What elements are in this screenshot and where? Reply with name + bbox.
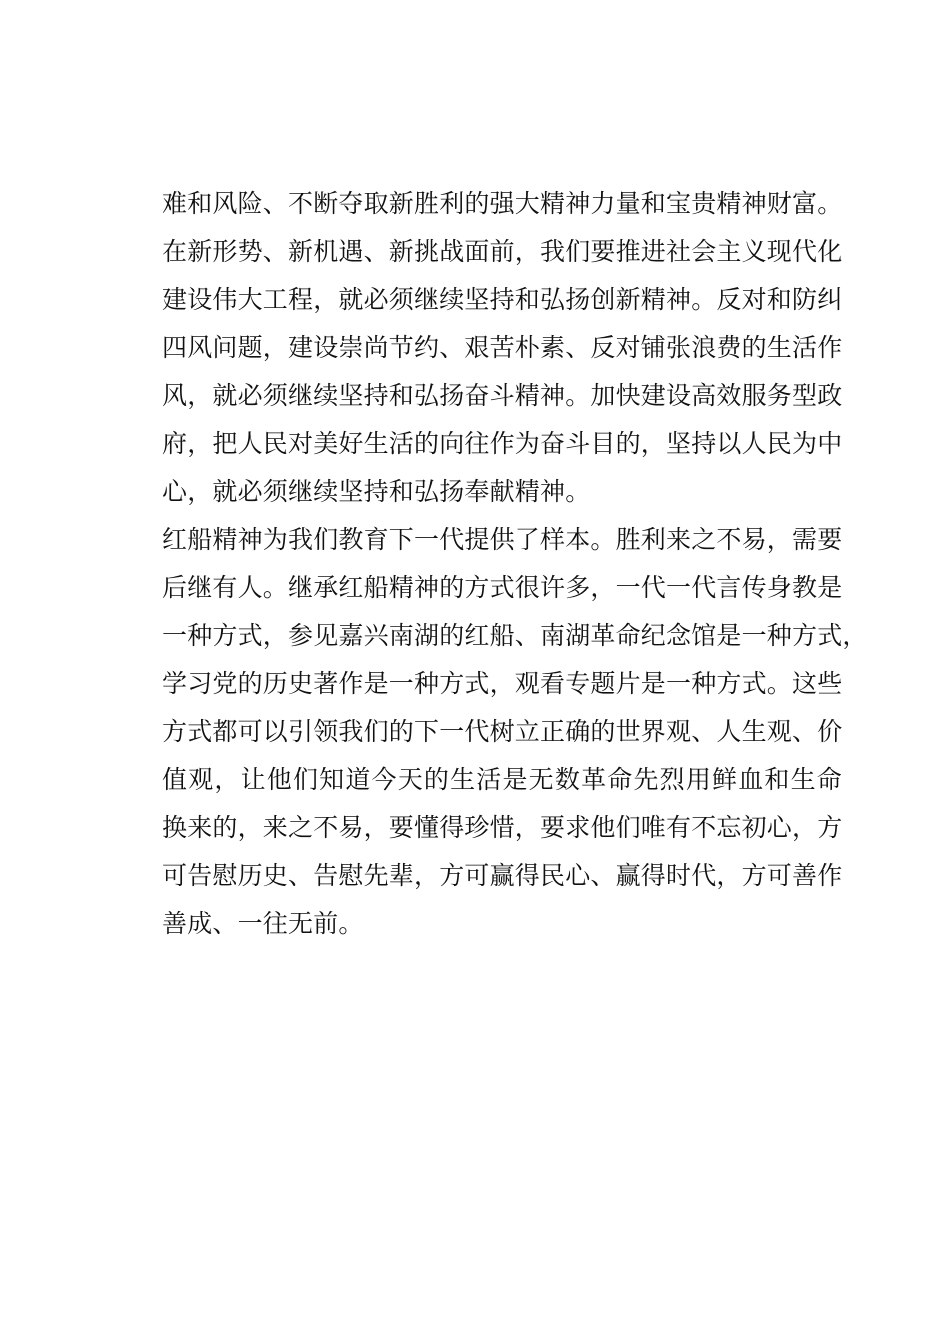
text-line: 心，就必须继续坚持和弘扬奉献精神。 bbox=[162, 477, 591, 506]
text-line: 难和风险、不断夺取新胜利的强大精神力量和宝贵精神财富。 bbox=[162, 189, 843, 218]
text-line: 建设伟大工程，就必须继续坚持和弘扬创新精神。反对和防纠 bbox=[162, 285, 843, 314]
paragraph-2 bbox=[162, 516, 868, 948]
text-line: 一种方式，参见嘉兴南湖的红船、南湖革命纪念馆是一种方式， bbox=[162, 621, 868, 650]
text-line: 学习党的历史著作是一种方式，观看专题片是一种方式。这些 bbox=[162, 669, 843, 698]
text-line: 四风问题，建设崇尚节约、艰苦朴素、反对铺张浪费的生活作 bbox=[162, 333, 843, 362]
text-line: 值观，让他们知道今天的生活是无数革命先烈用鲜血和生命 bbox=[162, 765, 842, 794]
text-line: 后继有人。继承红船精神的方式很许多，一代一代言传身教是 bbox=[162, 573, 843, 602]
text-line: 府，把人民对美好生活的向往作为奋斗目的，坚持以人民为中 bbox=[162, 429, 843, 458]
text-line: 善成、一往无前。 bbox=[162, 909, 364, 938]
text-line: 换来的，来之不易，要懂得珍惜，要求他们唯有不忘初心，方 bbox=[162, 813, 843, 842]
text-line: 可告慰历史、告慰先辈，方可赢得民心、赢得时代，方可善作 bbox=[162, 861, 843, 890]
text-line: 风，就必须继续坚持和弘扬奋斗精神。加快建设高效服务型政 bbox=[162, 381, 843, 410]
text-line: 方式都可以引领我们的下一代树立正确的世界观、人生观、价 bbox=[162, 717, 843, 746]
text-line: 红船精神为我们教育下一代提供了样本。胜利来之不易，需要 bbox=[162, 525, 843, 554]
paragraph-1 bbox=[162, 180, 842, 516]
text-line: 在新形势、新机遇、新挑战面前，我们要推进社会主义现代化 bbox=[162, 237, 843, 266]
body-text bbox=[162, 180, 868, 948]
